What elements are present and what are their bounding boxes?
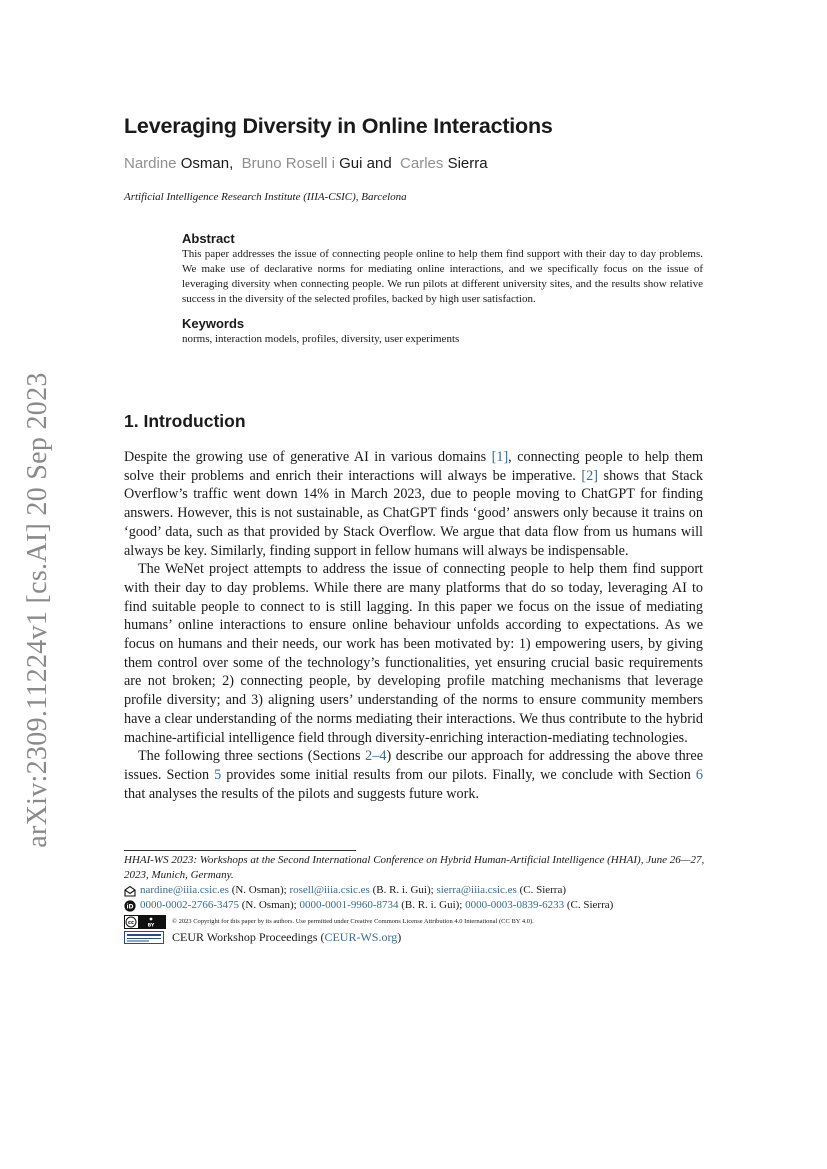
text-run: The following three sections (Sections <box>138 748 366 765</box>
arxiv-sidebar <box>8 372 68 848</box>
paragraph: The WeNet project attempts to address the issue of connecting people to help them find support with their day to day problems. While there are many platforms that do so today, leveraging AI to find suitable people to connect to is still lagging. In this paper we focus on the issue of mediating humans’ online interactions to ensure online behaviour unfolds according to expectations. As we focus on humans and their needs, our work has been motivated by: 1) empowering users, by giving them control over some of the technology’s functionalities, yet ensuring crucial basic requirements are not broken; 2) connecting people, by developing profile matching mechanisms that leverage profile diversity; and 3) aligning users’ understanding of the norms to ensure community members have a clear understanding of the norms mediating their interactions. We thus contribute to the hybrid machine-artificial intelligence field through diversity-enriching interaction-mediating technologies. <box>124 561 703 746</box>
paper-title: Leveraging Diversity in Online Interactions <box>124 114 553 138</box>
abstract-heading: Abstract <box>182 231 235 246</box>
text-run: ) describe our approach for addressing the above three issues. Section <box>124 748 703 783</box>
affiliation: Artificial Intelligence Research Institute (IIIA-CSIC), Barcelona <box>124 191 407 203</box>
paragraph <box>124 448 703 560</box>
svg-text:cc: cc <box>128 919 134 926</box>
citation-link[interactable]: [2] <box>581 467 598 484</box>
orcid-icon <box>124 900 136 912</box>
email-owner: (N. Osman); <box>228 884 290 896</box>
copyright-text: © 2023 Copyright for this paper by its authors. Use permitted under Creative Commons License Attribution 4.0 International (CC BY 4.0). <box>172 918 534 925</box>
email-link[interactable]: nardine@iiia.csic.es <box>140 884 229 896</box>
email-link[interactable]: sierra@iiia.csic.es <box>436 884 517 896</box>
section-ref-link[interactable]: 5 <box>214 766 222 783</box>
keywords-heading: Keywords <box>182 316 245 331</box>
ceur-close: ) <box>397 930 402 944</box>
ceur-link[interactable]: CEUR-WS.org <box>324 930 398 944</box>
cc-by-badge-icon <box>124 915 166 929</box>
orcid-link[interactable]: 0000-0002-2766-3475 <box>140 899 239 911</box>
ceur-logo-icon <box>124 931 164 944</box>
cc-badge-text: BY <box>147 923 155 928</box>
introduction-body <box>124 448 703 803</box>
author-family-name: Sierra <box>447 155 488 172</box>
envelope-icon <box>124 885 136 897</box>
orcid-owner: (C. Sierra) <box>564 899 614 911</box>
footnote-rule <box>124 850 356 851</box>
text-run: provides some initial results from our pilots. Finally, we conclude with Section <box>221 766 696 783</box>
arxiv-identifier: arXiv:2309.11224v1 [cs.AI] 20 Sep 2023 <box>22 372 53 848</box>
ceur-footnote <box>124 930 714 945</box>
author-family-name: Gui <box>339 155 363 172</box>
orcid-link[interactable]: 0000-0001-9960-8734 <box>299 899 399 911</box>
author-family-name: Osman <box>180 155 230 172</box>
orcid-footnote <box>124 898 714 913</box>
copyright-footnote <box>124 914 714 929</box>
author-separator: , <box>229 155 234 172</box>
text-run: Despite the growing use of generative AI in various domains <box>124 449 492 465</box>
email-owner: (C. Sierra) <box>516 884 567 896</box>
keywords-text: norms, interaction models, profiles, diversity, user experiments <box>182 333 460 345</box>
text-run: that analyses the results of the pilots and suggests future work. <box>124 785 480 802</box>
orcid-owner: (B. R. i. Gui); <box>398 899 466 911</box>
orcid-link[interactable]: 0000-0003-0839-6233 <box>465 899 565 911</box>
svg-text:iD: iD <box>126 902 134 910</box>
ceur-text: CEUR Workshop Proceedings ( <box>172 930 325 944</box>
workshop-footnote: HHAI-WS 2023: Workshops at the Second International Conference on Hybrid Human-Artificial Intelligence (HHAI), June 26—27, 2023, Munich, Germany. <box>124 854 705 881</box>
email-link[interactable]: rosell@iiia.csic.es <box>289 884 370 896</box>
section-ref-link[interactable]: 2 <box>365 748 373 765</box>
author-given-name: Bruno Rosell i <box>241 155 335 172</box>
author-given-name: Carles <box>400 155 444 172</box>
author-given-name: Nardine <box>124 155 177 172</box>
citation-link[interactable]: [1] <box>491 449 509 465</box>
abstract-text: This paper addresses the issue of connecting people online to help them find support with their day to day problems. We make use of declarative norms for mediating online interactions, and we specifically focus on the issue of leveraging diversity when connecting people. We run pilots at different university sites, and the results show relative success in the diversity of the selected profiles, backed by high user satisfaction. <box>182 248 703 305</box>
abstract-block <box>182 231 703 347</box>
orcid-owner: (N. Osman); <box>239 899 300 911</box>
section-ref-link[interactable]: 4 <box>379 748 387 765</box>
email-owner: (B. R. i. Gui); <box>369 884 437 896</box>
section-heading-introduction: 1. Introduction <box>124 411 246 431</box>
email-footnote <box>124 883 714 898</box>
section-ref-link[interactable]: 6 <box>695 766 703 783</box>
text-run: , connecting people to help them solve their problems and enrich their interactions will always be imperative. <box>124 449 703 484</box>
paragraph <box>124 747 703 803</box>
range-dash: – <box>372 748 380 765</box>
text-run: shows that Stack Overflow’s traffic went down 14% in March 2023, due to people moving to ChatGPT for finding answers. However, this is not sustainable, as ChatGPT finds ‘good’ answers only because it trains on ‘good’ data, such as that provided by Stack Overflow. We argue that data flow from us humans will always be key. Similarly, finding support in fellow humans will always be indispensable. <box>124 467 703 559</box>
author-list <box>124 155 488 172</box>
author-separator: and <box>366 155 392 172</box>
